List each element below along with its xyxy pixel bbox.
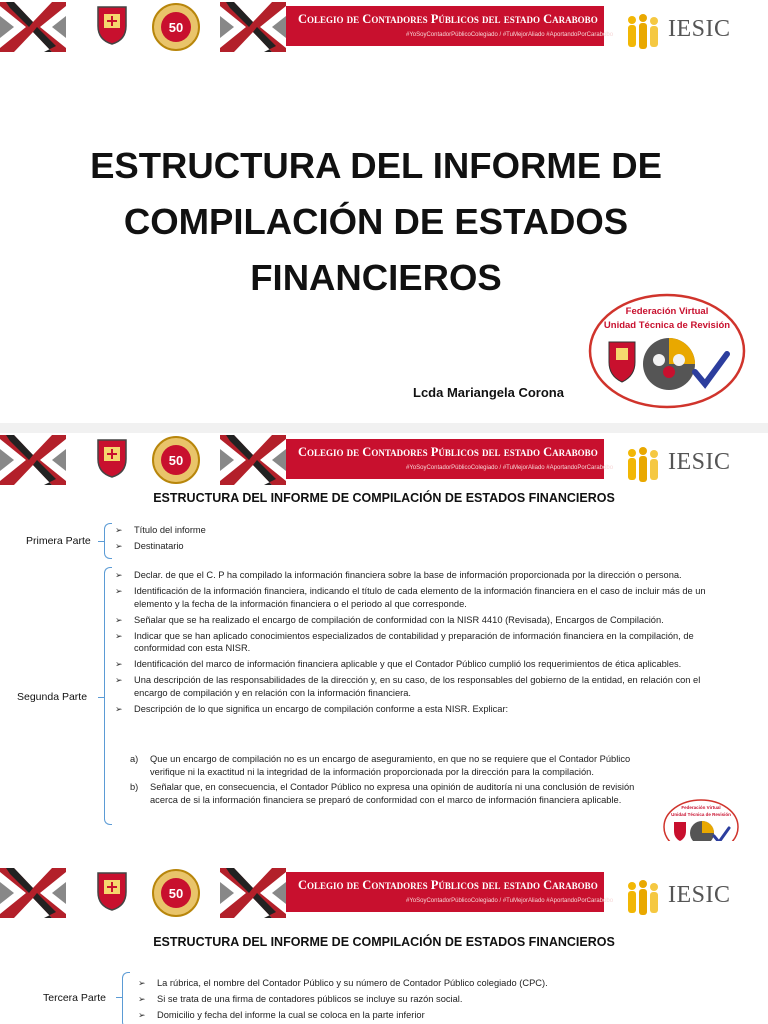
x-pattern-logo (220, 2, 286, 52)
list-primera (115, 524, 635, 556)
college-name: Colegio de Contadores Públicos del estado Carabobo (298, 12, 598, 26)
list-item: ➢ Una descripción de las responsabilidades de la dirección y, en su caso, de los responsables del gobierno de la entidad, en relación con el encargo de compilación y en relación con la información financiera. (115, 675, 701, 698)
svg-text:50: 50 (168, 20, 184, 35)
iesic-logo-text: IESIC (668, 882, 731, 908)
iesic-logo-text: IESIC (668, 16, 731, 42)
list-item: ➢ Título del informe (115, 525, 206, 535)
arrow-bullet-icon: ➢ (115, 675, 123, 685)
college-banner (286, 872, 614, 912)
slide-separator (0, 423, 768, 433)
x-pattern-logo (0, 868, 66, 918)
sublist-item: a) Que un encargo de compilación no es un encargo de aseguramiento, en que no se requiere que el Contador Público verifique ni la exactitud ni la integridad de la información proporcionada por la dirección para la compilación. (130, 754, 631, 777)
college-name: Colegio de Contadores Públicos del estado Carabobo (298, 445, 598, 459)
bracket-tercera (122, 972, 130, 1024)
slide-structure-2 (0, 866, 768, 1024)
header-banner (0, 433, 768, 491)
list-item: ➢ Domicilio y fecha del informe la cual se coloca en la parte inferior (138, 1010, 425, 1020)
svg-text:Unidad Técnica de Revisión: Unidad Técnica de Revisión (603, 320, 731, 331)
sublist-segunda (130, 753, 650, 809)
presentation-title: ESTRUCTURA DEL INFORME DE COMPILACIÓN DE ESTADOS FINANCIEROS (90, 145, 662, 298)
bracket-primera (104, 523, 112, 559)
list-item: ➢ Identificación de la información financiera, indicando el título de cada elemento de la información financiera en el caso de incluir más de un elemento y la fecha de la información financiera o el periodo al que corresponde. (115, 586, 706, 609)
author-name: Lcda Mariangela Corona (413, 385, 564, 400)
part-label-tercera: Tercera Parte (43, 992, 107, 1004)
shield-crest-icon (95, 437, 129, 479)
arrow-bullet-icon: ➢ (138, 978, 146, 988)
iesic-figures-icon (622, 445, 662, 485)
college-tagline: #YoSoyContadorPúblicoColegiado / #TuMejorAliado #AportandoPorCarabobo (406, 898, 614, 904)
arrow-bullet-icon: ➢ (115, 525, 123, 535)
iesic-logo-text: IESIC (668, 449, 731, 475)
iesic-figures-icon (622, 878, 662, 918)
svg-text:Federación Virtual: Federación Virtual (625, 306, 709, 317)
list-item: ➢ Identificación del marco de información financiera aplicable y que el Contador Público cumplió los requerimientos de ética aplicables. (115, 659, 682, 669)
college-tagline: #YoSoyContadorPúblicoColegiado / #TuMejorAliado #AportandoPorCarabobo (406, 465, 614, 471)
x-pattern-logo (0, 435, 66, 485)
slide-structure-1 (0, 433, 768, 841)
svg-text:Unidad Técnica de Revisión: Unidad Técnica de Revisión (671, 812, 731, 817)
part-label-primera: Primera Parte (26, 535, 91, 547)
federation-badge-logo (587, 292, 747, 410)
arrow-bullet-icon: ➢ (138, 1010, 146, 1020)
list-segunda (115, 569, 710, 719)
arrow-bullet-icon: ➢ (115, 586, 123, 596)
arrow-bullet-icon: ➢ (138, 994, 146, 1004)
arrow-bullet-icon: ➢ (115, 659, 123, 669)
list-item: ➢ Señalar que se ha realizado el encargo de compilación de conformidad con la NISR 4410 (Revisada), Encargos de Compilación. (115, 614, 664, 625)
slide-separator (0, 841, 768, 866)
list-item: ➢ Descripción de lo que significa un encargo de compilación conforme a esta NISR. Explicar: (115, 703, 509, 714)
sublist-item: b) Señalar que, en consecuencia, el Contador Público no expresa una opinión de auditoría ni una conclusión de revisión acerca de si la información financiera se preparó de conformidad con el marco de información financiera aplicable. (130, 782, 635, 805)
bracket-tick (116, 997, 122, 998)
list-item: ➢ Si se trata de una firma de contadores públicos se incluye su razón social. (138, 994, 463, 1004)
slide-title (0, 0, 768, 423)
slide-heading: ESTRUCTURA DEL INFORME DE COMPILACIÓN DE ESTADOS FINANCIEROS (153, 491, 615, 505)
arrow-bullet-icon: ➢ (115, 630, 123, 641)
college-name: Colegio de Contadores Públicos del estado Carabobo (298, 878, 598, 892)
list-item: ➢ La rúbrica, el nombre del Contador Público y su número de Contador Público colegiado (CPC). (138, 978, 548, 988)
arrow-bullet-icon: ➢ (115, 541, 123, 551)
anniversary-seal-icon (150, 2, 202, 52)
x-pattern-logo (220, 435, 286, 485)
part-label-segunda: Segunda Parte (17, 691, 88, 703)
shield-crest-icon (95, 4, 129, 46)
arrow-bullet-icon: ➢ (115, 703, 123, 714)
college-banner (286, 6, 614, 46)
svg-text:50: 50 (168, 886, 184, 901)
bracket-tick (98, 541, 104, 542)
list-item: ➢ Declar. de que el C. P ha compilado la información financiera sobre la base de información proporcionada por la dirección o persona. (115, 570, 682, 580)
shield-crest-icon (95, 870, 129, 912)
header-banner (0, 0, 768, 58)
arrow-bullet-icon: ➢ (115, 570, 123, 580)
anniversary-seal-icon (150, 868, 202, 918)
college-banner (286, 439, 614, 479)
x-pattern-logo (0, 2, 66, 52)
list-item: ➢ Destinatario (115, 541, 184, 551)
slide-heading: ESTRUCTURA DEL INFORME DE COMPILACIÓN DE ESTADOS FINANCIEROS (153, 935, 615, 949)
federation-badge-logo (662, 798, 740, 841)
header-banner (0, 866, 768, 924)
anniversary-seal-icon (150, 435, 202, 485)
bracket-segunda (104, 567, 112, 825)
iesic-figures-icon (622, 12, 662, 52)
svg-text:Federación Virtual: Federación Virtual (681, 805, 721, 810)
arrow-bullet-icon: ➢ (115, 614, 123, 625)
list-item: ➢ Indicar que se han aplicado conocimientos especializados de contabilidad y preparación de información financiera en la compilación, de conformidad con esta NISR. (115, 630, 694, 653)
bracket-tick (98, 697, 104, 698)
svg-text:50: 50 (168, 453, 184, 468)
x-pattern-logo (220, 868, 286, 918)
list-tercera (138, 977, 698, 1024)
college-tagline: #YoSoyContadorPúblicoColegiado / #TuMejorAliado #AportandoPorCarabobo (406, 32, 614, 38)
